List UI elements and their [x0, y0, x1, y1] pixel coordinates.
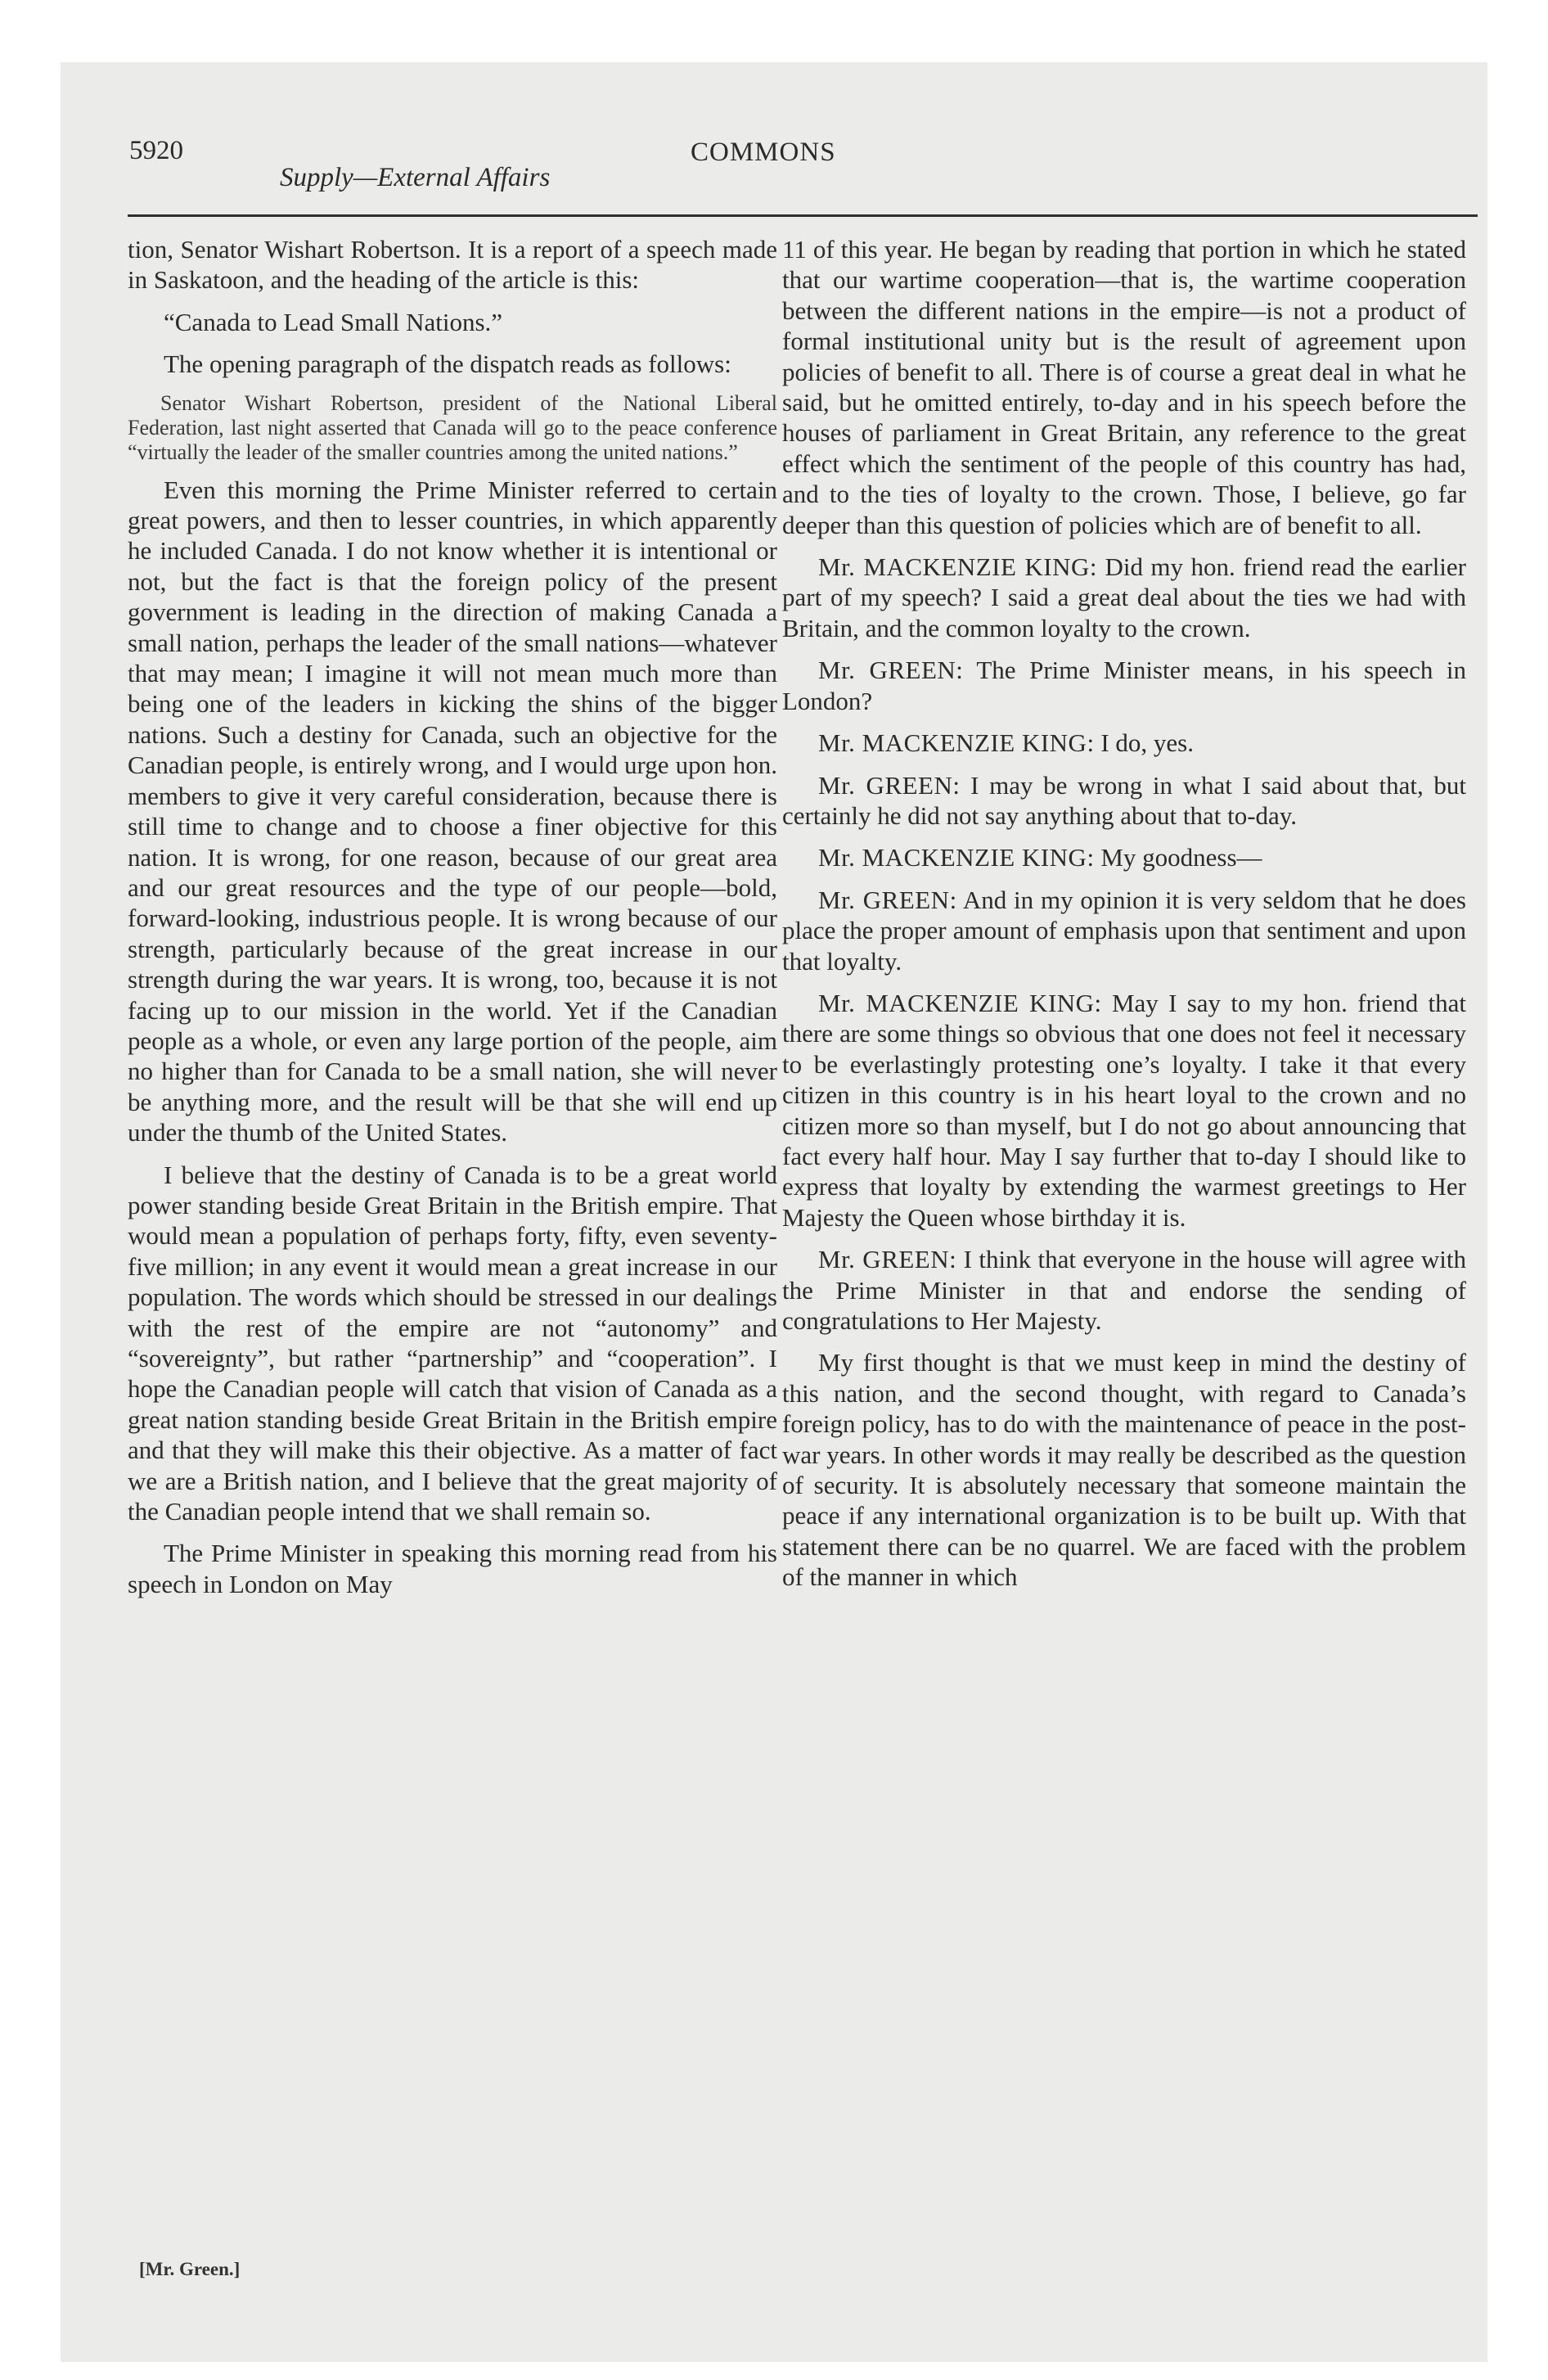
speech-turn: [782, 552, 1466, 643]
speech-turn: [782, 988, 1466, 1233]
paragraph: My first thought is that we must keep in mind the destiny of this nation, and the second thought, with regard to Canada’s foreign policy, has to do with the maintenance of peace in the post-war years. In other words it may really be described as the question of security. It is absolutely necessary that someone maintain the peace if any international organization is to be built up. With that statement there can be no quarrel. We are faced with the problem of the manner in which: [782, 1348, 1466, 1592]
block-quote: Senator Wishart Robertson, president of the National Liberal Federation, last night asserted that Canada will go to the peace conference “virtually the leader of the smaller countries among the united nations.”: [128, 390, 777, 464]
page-header: [61, 62, 1487, 234]
speaker-name: Mr. MACKENZIE KING:: [818, 728, 1095, 758]
right-column: [782, 234, 1466, 1604]
speech-turn: [782, 655, 1466, 716]
speech-text: I may be wrong in what I said about that, but certainly he did not say anything about that to-day.: [782, 770, 1466, 830]
speech-turn: [782, 885, 1466, 976]
running-head: Supply—External Affairs: [280, 163, 551, 192]
speaker-name: Mr. GREEN:: [818, 770, 961, 800]
page-number: 5920: [129, 136, 183, 165]
left-column: [128, 234, 777, 1611]
speaker-name: Mr. GREEN:: [818, 656, 964, 685]
speaker-name: Mr. GREEN:: [818, 1245, 957, 1274]
speaker-name: Mr. GREEN:: [818, 885, 957, 914]
paragraph: tion, Senator Wishart Robertson. It is a report of a speech made in Saskatoon, and the heading of the article is this:: [128, 235, 777, 295]
paragraph: The opening paragraph of the dispatch reads as follows:: [164, 349, 731, 379]
speech-text: May I say to my hon. friend that there are some things so obvious that one does not feel it necessary to be everlastingly protesting one’s loyalty. I take it that every citizen in this country is in his heart loyal to the crown and no citizen more so than myself, but I do not go about announcing that fact every half hour. May I say further that to-day I should like to express that loyalty by extending the warmest greetings to Her Majesty the Queen whose birthday it is.: [782, 988, 1467, 1232]
speech-text: And in my opinion it is very seldom that he does place the proper amount of emphasis upon that sentiment and upon that loyalty.: [782, 885, 1466, 976]
paragraph: I believe that the destiny of Canada is to be a great world power standing beside Great Britain in the British empire. That would mean a population of perhaps forty, fifty, even seventy-five million; in any event it would mean a great increase in our population. The words which should be stressed in our dealings with the rest of the empire are not “autonomy” and “sovereignty”, but rather “partnership” and “cooperation”. I hope the Canadian people will catch that vision of Canada as a great nation standing beside Great Britain in the British empire and that they will make this their objective. As a matter of fact we are a British nation, and I believe that the great majority of the Canadian people intend that we shall remain so.: [128, 1160, 777, 1526]
speech-turn: [782, 842, 1466, 872]
paragraph: Even this morning the Prime Minister referred to certain great powers, and then to lesser countries, in which apparently he included Canada. I do not know whether it is intentional or not, but the fact is that the foreign policy of the present government is leading in the direction of making Canada a small nation, perhaps the leader of the small nations—whatever that may mean; I imagine it will not mean much more than being one of the leaders in kicking the shins of the bigger nations. Such a destiny for Canada, such an objective for the Canadian people, is entirely wrong, and I would urge upon hon. members to give it very careful consideration, because there is still time to change and to choose a finer objective for this nation. It is wrong, for one reason, because of our great area and our great resources and the type of our people—bold, forward-looking, industrious people. It is wrong because of our strength, particularly because of the great increase in our strength during the war years. It is wrong, too, because it is not facing up to our mission in the world. Yet if the Canadian people as a whole, or even any large portion of the people, aim no higher than for Canada to be a small nation, she will never be anything more, and the result will be that she will end up under the thumb of the United States.: [128, 475, 777, 1147]
speech-turn: [782, 770, 1466, 832]
paragraph: The Prime Minister in speaking this morning read from his speech in London on May: [128, 1539, 777, 1598]
header-rule: [128, 214, 1478, 217]
speaker-name: Mr. MACKENZIE KING:: [818, 988, 1102, 1017]
speech-text: I think that everyone in the house will agree with the Prime Minister in that and endorse the sending of congratulations to Her Majesty.: [782, 1245, 1466, 1335]
speech-turn: [782, 1244, 1466, 1336]
speaker-name: Mr. MACKENZIE KING:: [818, 552, 1097, 582]
speech-turn: [782, 728, 1466, 758]
speaker-name: Mr. MACKENZIE KING:: [818, 843, 1095, 872]
speech-text: Did my hon. friend read the earlier part of my speech? I said a great deal about the ties we had with Britain, and the common loyalty to the crown.: [782, 552, 1467, 642]
speech-text: My goodness—: [1100, 843, 1262, 872]
speaker-tag: [Mr. Green.]: [139, 2259, 241, 2279]
paragraph: 11 of this year. He began by reading that portion in which he stated that our wartime cooperation—that is, the wartime cooperation between the different nations in the empire—is not a product of formal institutional unity but is the result of agreement upon policies of benefit to all. There is of course a great deal in what he said, but he omitted entirely, to-day and in his speech before the houses of parliament in Great Britain, any reference to the great effect which the sentiment of the people of this country has had, and to the ties of loyalty to the crown. Those, I believe, go far deeper than this question of policies which are of benefit to all.: [782, 235, 1466, 539]
document-page: [61, 62, 1487, 2362]
speech-text: I do, yes.: [1100, 728, 1194, 758]
article-heading: “Canada to Lead Small Nations.”: [164, 307, 503, 336]
speech-text: The Prime Minister means, in his speech in London?: [782, 656, 1466, 715]
house-title: COMMONS: [691, 137, 836, 167]
